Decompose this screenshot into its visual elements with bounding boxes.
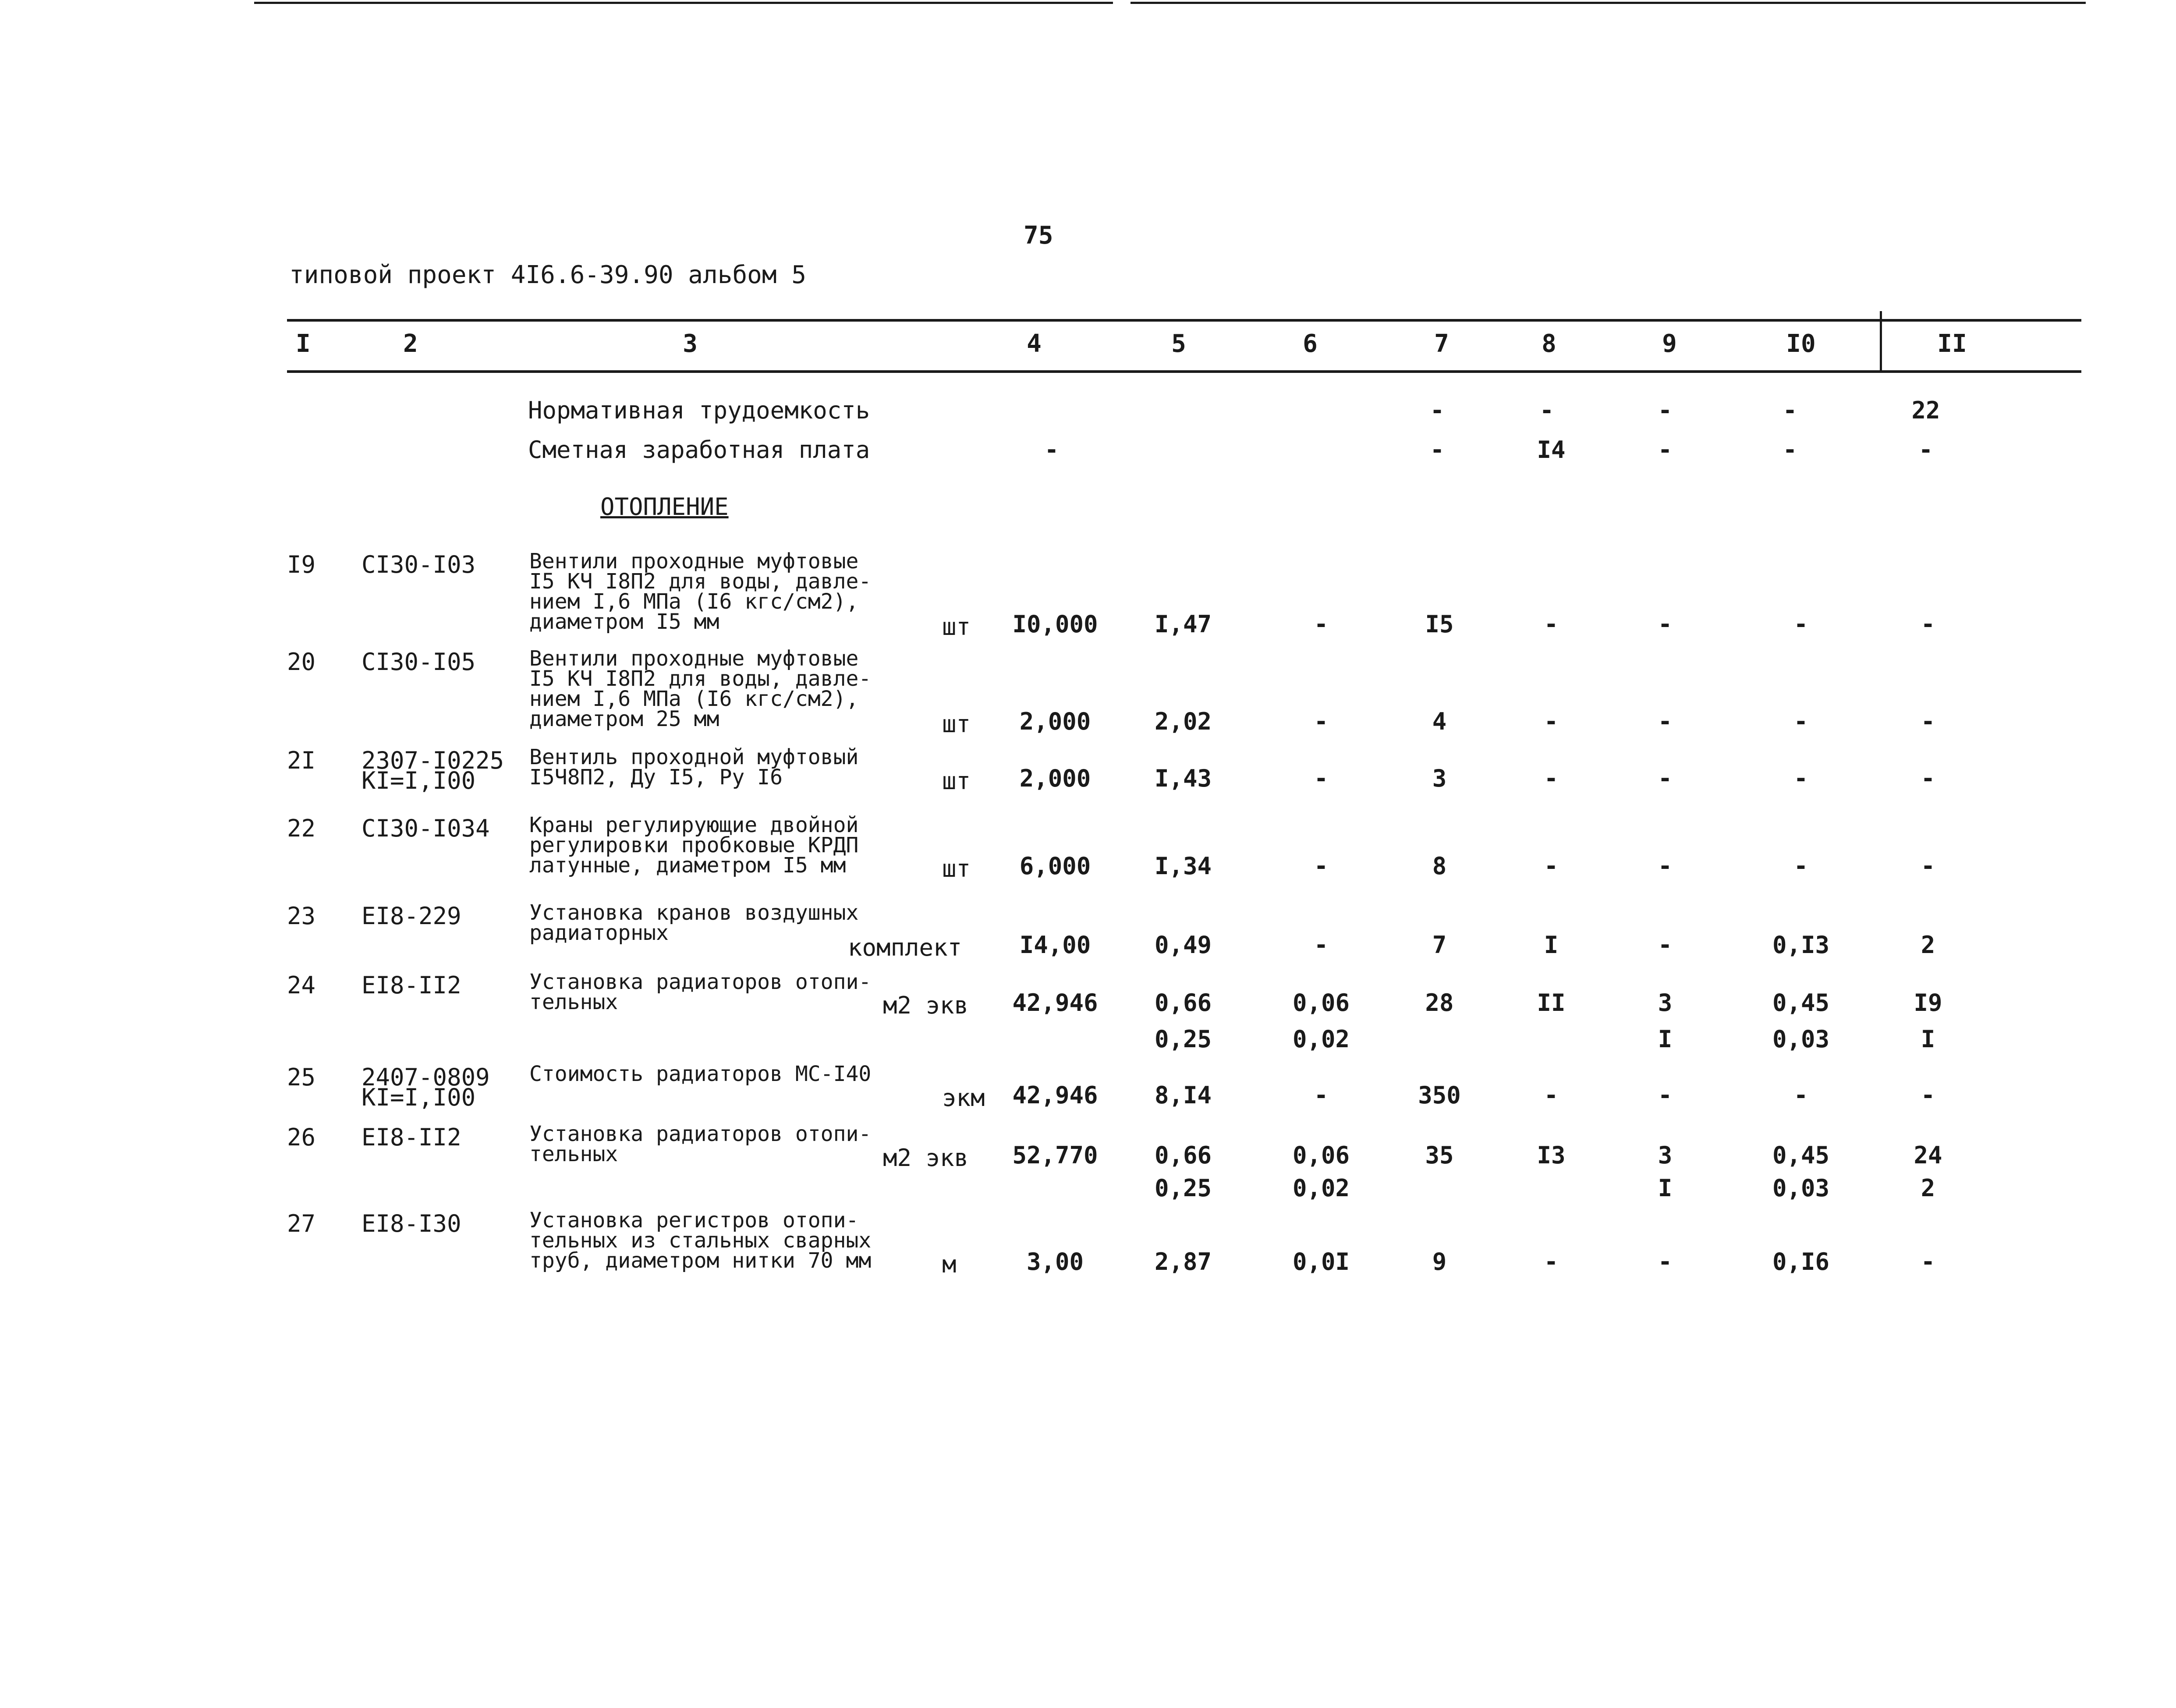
row-col-10: 0,I6 [1772, 1248, 1830, 1276]
row-sub-col-5: 0,25 [1154, 1025, 1212, 1053]
row-number: 23 [287, 902, 316, 930]
row-code: EI8-II2 [361, 1123, 461, 1151]
row-quantity: 2,000 [1019, 708, 1091, 735]
row-number: 20 [287, 648, 316, 676]
column-header-3: 3 [683, 330, 698, 358]
column-header-5: 5 [1171, 330, 1186, 358]
row-col-6: 0,06 [1292, 1141, 1350, 1169]
row-number: 26 [287, 1123, 316, 1151]
row-col-8: I [1544, 931, 1559, 959]
row-unit: шт [942, 613, 971, 641]
row-col-10: - [1793, 1081, 1808, 1109]
row-code: 2307-I0225 [361, 747, 504, 774]
row-col-9: - [1658, 852, 1673, 880]
row-description-line: I5Ч8П2, Ду I5, Ру I6 [529, 765, 783, 790]
row-col-7: 350 [1418, 1081, 1461, 1109]
summary-wage-c10: - [1783, 436, 1797, 464]
row-col-7: 7 [1432, 931, 1447, 959]
row-col-9: - [1658, 610, 1673, 638]
row-unit: шт [942, 855, 971, 882]
row-col-10: - [1793, 610, 1808, 638]
row-col-8: - [1544, 1248, 1559, 1276]
row-unit: экм [942, 1084, 985, 1112]
row-col-7: 28 [1425, 989, 1454, 1017]
row-description-line: Вентили проходные муфтовые [529, 549, 859, 574]
summary-labor-c9: - [1658, 397, 1673, 424]
top-border-line-left [254, 2, 1113, 4]
row-col-7: 3 [1432, 765, 1447, 792]
top-border-line-right [1131, 2, 2086, 4]
row-description [529, 745, 859, 790]
row-col-10: - [1793, 708, 1808, 735]
row-col-6: - [1314, 852, 1329, 880]
row-code: EI8-II2 [361, 971, 461, 999]
row-col-5: I,47 [1154, 610, 1212, 638]
row-description [529, 900, 859, 945]
row-unit: комплект [848, 934, 962, 961]
row-col-11: - [1921, 852, 1935, 880]
row-col-11: - [1921, 1081, 1935, 1109]
column-header-6: 6 [1303, 330, 1318, 358]
row-quantity: I4,00 [1019, 931, 1091, 959]
row-col-8: II [1537, 989, 1566, 1017]
row-unit: м2 экв [883, 1144, 969, 1172]
row-quantity: 6,000 [1019, 852, 1091, 880]
row-col-10: 0,I3 [1772, 931, 1830, 959]
row-unit: м2 экв [883, 992, 969, 1019]
row-code: CI30-I03 [361, 551, 476, 578]
row-col-11: - [1921, 765, 1935, 792]
row-number: 25 [287, 1063, 316, 1091]
row-code: CI30-I034 [361, 815, 490, 842]
summary-labor-c8: - [1539, 397, 1554, 424]
row-col-8: - [1544, 708, 1559, 735]
row-unit: шт [942, 710, 971, 738]
row-col-6: 0,0I [1292, 1248, 1350, 1276]
row-description-line: нием I,6 МПа (I6 кгс/см2), [529, 589, 859, 614]
row-description-line: Стоимость радиаторов МС-I40 [529, 1062, 872, 1086]
row-code: EI8-I30 [361, 1210, 461, 1237]
row-col-10: 0,45 [1772, 989, 1830, 1017]
row-code: КI=I,I00 [361, 767, 476, 794]
row-sub-col-6: 0,02 [1292, 1025, 1350, 1053]
row-col-9: 3 [1658, 1141, 1673, 1169]
row-col-8: - [1544, 852, 1559, 880]
row-description-line: Установка регистров отопи- [529, 1208, 859, 1233]
row-description-line: Краны регулирующие двойной [529, 813, 859, 837]
summary-labor-c7: - [1430, 397, 1445, 424]
section-title: ОТОПЛЕНИЕ [600, 493, 729, 521]
row-sub-col-6: 0,02 [1292, 1174, 1350, 1202]
row-col-8: I3 [1537, 1141, 1566, 1169]
row-description [529, 1210, 871, 1271]
row-quantity: I0,000 [1012, 610, 1098, 638]
row-code: EI8-229 [361, 902, 461, 930]
row-col-5: 0,49 [1154, 931, 1212, 959]
row-code: КI=I,I00 [361, 1084, 476, 1111]
row-unit: шт [942, 767, 971, 795]
row-description [529, 1124, 871, 1164]
row-col-9: - [1658, 708, 1673, 735]
table-header-top-line [287, 319, 2081, 322]
row-col-11: - [1921, 610, 1935, 638]
column-header-8: 8 [1542, 330, 1556, 358]
row-col-8: - [1544, 765, 1559, 792]
summary-label-wage: Сметная заработная плата [528, 436, 870, 464]
row-description-line: радиаторных [529, 921, 669, 945]
row-number: 22 [287, 815, 316, 842]
row-col-10: 0,45 [1772, 1141, 1830, 1169]
row-description-line: тельных из стальных сварных [529, 1228, 872, 1253]
table-header-divider [1880, 311, 1882, 372]
summary-wage-c9: - [1658, 436, 1673, 464]
column-header-9: 9 [1662, 330, 1677, 358]
summary-labor-c11: 22 [1911, 397, 1940, 424]
row-col-6: - [1314, 765, 1329, 792]
row-col-9: - [1658, 1248, 1673, 1276]
row-description-line: тельных [529, 990, 618, 1014]
row-code: 2407-0809 [361, 1063, 490, 1091]
row-col-7: 4 [1432, 708, 1447, 735]
row-col-8: - [1544, 1081, 1559, 1109]
row-col-9: - [1658, 765, 1673, 792]
summary-wage-c4: - [1044, 436, 1059, 464]
row-number: 24 [287, 971, 316, 999]
row-sub-col-11: 2 [1921, 1174, 1935, 1202]
row-col-8: - [1544, 610, 1559, 638]
row-description-line: труб, диаметром нитки 70 мм [529, 1248, 872, 1273]
row-number: 27 [287, 1210, 316, 1237]
row-col-7: 8 [1432, 852, 1447, 880]
row-col-11: 24 [1914, 1141, 1942, 1169]
table-header-bottom-line [287, 370, 2081, 373]
row-col-11: I9 [1914, 989, 1942, 1017]
row-sub-col-9: I [1658, 1174, 1673, 1202]
row-col-5: 2,02 [1154, 708, 1212, 735]
summary-wage-c8: I4 [1537, 436, 1566, 464]
row-col-5: I,43 [1154, 765, 1212, 792]
row-sub-col-9: I [1658, 1025, 1673, 1053]
row-col-9: - [1658, 931, 1673, 959]
row-col-5: 0,66 [1154, 1141, 1212, 1169]
column-header-10: I0 [1786, 330, 1816, 358]
row-description [529, 1064, 871, 1084]
row-description-line: Установка радиаторов отопи- [529, 970, 872, 994]
column-header-4: 4 [1027, 330, 1042, 358]
row-col-7: 9 [1432, 1248, 1447, 1276]
row-col-7: I5 [1425, 610, 1454, 638]
row-description [529, 813, 859, 878]
row-quantity: 3,00 [1026, 1248, 1084, 1276]
row-quantity: 2,000 [1019, 765, 1091, 792]
row-description-line: тельных [529, 1142, 618, 1166]
row-col-6: - [1314, 708, 1329, 735]
row-description-line: диаметром I5 мм [529, 609, 719, 634]
row-sub-col-10: 0,03 [1772, 1174, 1830, 1202]
row-number: I9 [287, 551, 316, 578]
row-description-line: нием I,6 МПа (I6 кгс/см2), [529, 687, 859, 711]
row-code: CI30-I05 [361, 648, 476, 676]
row-col-10: - [1793, 765, 1808, 792]
row-col-9: - [1658, 1081, 1673, 1109]
row-col-11: - [1921, 708, 1935, 735]
header-text: типовой проект 4I6.6-39.90 альбом 5 [289, 261, 807, 289]
row-quantity: 42,946 [1012, 1081, 1098, 1109]
row-number: 2I [287, 747, 316, 774]
row-col-6: - [1314, 1081, 1329, 1109]
row-description [529, 551, 871, 632]
row-col-5: 8,I4 [1154, 1081, 1212, 1109]
row-col-6: 0,06 [1292, 989, 1350, 1017]
page-number: 75 [1024, 221, 1053, 250]
row-sub-col-10: 0,03 [1772, 1025, 1830, 1053]
row-col-6: - [1314, 610, 1329, 638]
row-col-9: 3 [1658, 989, 1673, 1017]
column-header-7: 7 [1434, 330, 1449, 358]
row-col-6: - [1314, 931, 1329, 959]
row-col-10: - [1793, 852, 1808, 880]
row-col-11: - [1921, 1248, 1935, 1276]
summary-labor-c10: - [1783, 397, 1797, 424]
row-quantity: 42,946 [1012, 989, 1098, 1017]
row-col-5: I,34 [1154, 852, 1212, 880]
row-col-5: 2,87 [1154, 1248, 1212, 1276]
row-description-line: I5 КЧ I8П2 для воды, давле- [529, 569, 872, 594]
row-sub-col-5: 0,25 [1154, 1174, 1212, 1202]
column-header-2: 2 [403, 330, 418, 358]
column-header-11: II [1937, 330, 1967, 358]
row-description-line: Установка кранов воздушных [529, 900, 859, 925]
row-unit: м [942, 1251, 957, 1278]
row-description-line: Установка радиаторов отопи- [529, 1122, 872, 1146]
summary-wage-c7: - [1430, 436, 1445, 464]
row-col-5: 0,66 [1154, 989, 1212, 1017]
summary-wage-c11: - [1918, 436, 1933, 464]
row-description-line: регулировки пробковые КРДП [529, 833, 859, 858]
row-description-line: Вентили проходные муфтовые [529, 646, 859, 671]
row-quantity: 52,770 [1012, 1141, 1098, 1169]
row-description [529, 972, 871, 1012]
row-col-11: 2 [1921, 931, 1935, 959]
row-description-line: диаметром 25 мм [529, 707, 719, 731]
row-description-line: Вентиль проходной муфтовый [529, 745, 859, 769]
row-description [529, 648, 871, 729]
row-col-7: 35 [1425, 1141, 1454, 1169]
summary-label-labor: Нормативная трудоемкость [528, 397, 870, 424]
row-description-line: латунные, диаметром I5 мм [529, 853, 846, 878]
row-sub-col-11: I [1921, 1025, 1935, 1053]
column-header-1: I [296, 330, 311, 358]
row-description-line: I5 КЧ I8П2 для воды, давле- [529, 666, 872, 691]
